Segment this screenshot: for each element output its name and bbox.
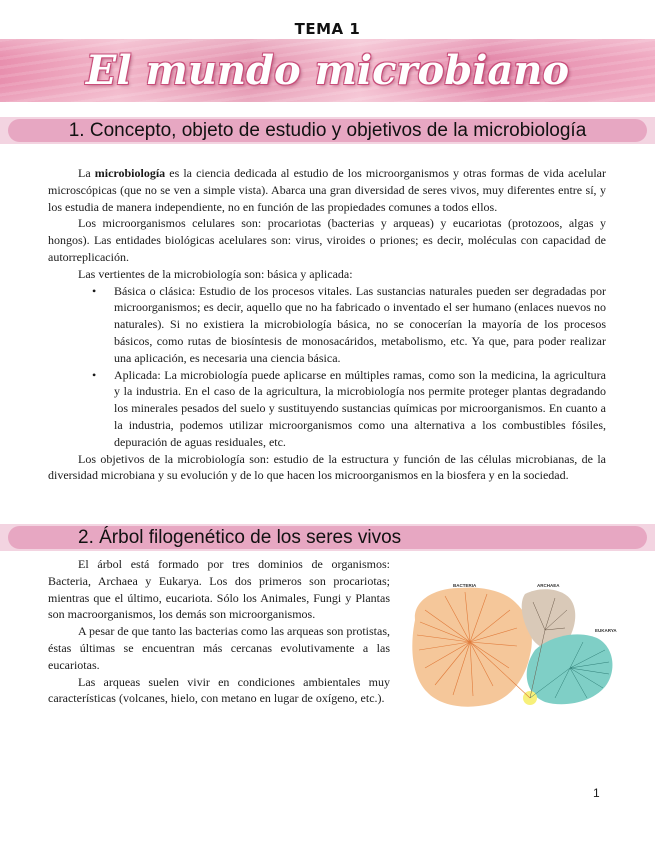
paragraph-objetivos: Los objetivos de la microbiología son: estudio de la estructura y función de las células microbianas, de la diversidad microbiana y su evolución y de lo que hacen los microorganismos en la biosfera y en la sociedad. bbox=[48, 451, 606, 483]
paragraph-microorganisms: Los microorganismos celulares son: procariotas (bacterias y arqueas) y eucariotas (protozoos, algas y hongos). Las entidades biológicas acelulares son: virus, viroides o priones; es decir, moléculas con capacidad de autorreplicación. bbox=[48, 216, 606, 264]
paragraph-vertientes: Las vertientes de la microbiología son: básica y aplicada: bbox=[78, 266, 353, 281]
page-number: 1 bbox=[593, 786, 600, 800]
label-archaea: ARCHAEA bbox=[537, 583, 560, 588]
label-bacteria: BACTERIA bbox=[453, 583, 477, 588]
title-banner bbox=[0, 39, 655, 102]
section-2-body bbox=[48, 556, 390, 707]
bullet-text-basica: Básica o clásica: Estudio de los procesos vitales. Las sustancias naturales pueden ser degradadas por microorganismos; es decir, aquello que no ha fabricado o inventado el ser humano (enlaces nuevos no naturales). Si no existiera la microbiología básica, no se conocerían la mayoría de los procesos básicos, como rutas de biosíntesis de monosacáridos, metabolismo, etc. Ya que, para poder realizar una aplicación, es necesaria una ciencia básica. bbox=[114, 283, 606, 365]
bullet-text-aplicada: Aplicada: La microbiología puede aplicarse en múltiples ramas, como son la medicina, la agricultura y la industria. En el caso de la agricultura, la microbiología nos permite proteger plantas degradando los minerales pesados del suelo y sustituyendo sustancias químicas por microorganismos. En cuanto a la industria, podemos utilizar microorganismos como una alternativa a los combustibles fósiles, depuración de aguas residuales, etc. bbox=[114, 367, 606, 449]
paragraph-arqueas-condiciones: Las arqueas suelen vivir en condiciones ambientales muy características (volcanes, hielo, con metano en lugar de oxígeno, etc.). bbox=[48, 674, 390, 706]
vertientes-list bbox=[48, 283, 606, 451]
section-2-title: 2. Árbol filogenético de los seres vivos bbox=[78, 527, 402, 548]
page-title: El mundo microbiano bbox=[85, 47, 570, 94]
section-1-header bbox=[0, 117, 655, 144]
bullet-icon: • bbox=[92, 283, 97, 298]
tema-label: TEMA 1 bbox=[294, 20, 361, 38]
definition-prefix: La bbox=[78, 166, 95, 180]
paragraph-dominios: El árbol está formado por tres dominios de organismos: Bacteria, Archaea y Eukarya. Los dos primeros son procariotas; mientras que el último, eucariota. Sólo los Animales, Fungi y Plantas son macroorganismos, los demás son microorganismos. bbox=[48, 557, 390, 622]
phylogenetic-tree-figure bbox=[405, 580, 620, 715]
definition-text: es la ciencia dedicada al estudio de los microorganismos y otras formas de vida acelular microscópicas (que no se ven a simple vista). Abarca una gran diversidad de seres vivos, muy diferentes entre sí, y los estudia de manera independiente, no en función de las propiedades comunes a todos ellos. bbox=[48, 166, 606, 214]
paragraph-arqueas-cercanas: A pesar de que tanto las bacterias como las arqueas son protistas, éstas últimas se encuentran más cercanas evolutivamente a las eucariotas. bbox=[48, 624, 390, 672]
phylogenetic-tree-illustration bbox=[405, 580, 620, 715]
bullet-icon: • bbox=[92, 367, 97, 382]
section-2-header bbox=[0, 524, 655, 551]
section-1-body bbox=[48, 165, 606, 484]
section-1-title: 1. Concepto, objeto de estudio y objetivos de la microbiología bbox=[68, 120, 587, 141]
list-item bbox=[92, 367, 606, 451]
list-item bbox=[92, 283, 606, 367]
term-microbiologia: microbiología bbox=[94, 166, 166, 180]
paragraph-definition bbox=[48, 165, 606, 215]
label-eukarya: EUKARYA bbox=[595, 628, 617, 633]
bacteria-region bbox=[412, 588, 532, 707]
